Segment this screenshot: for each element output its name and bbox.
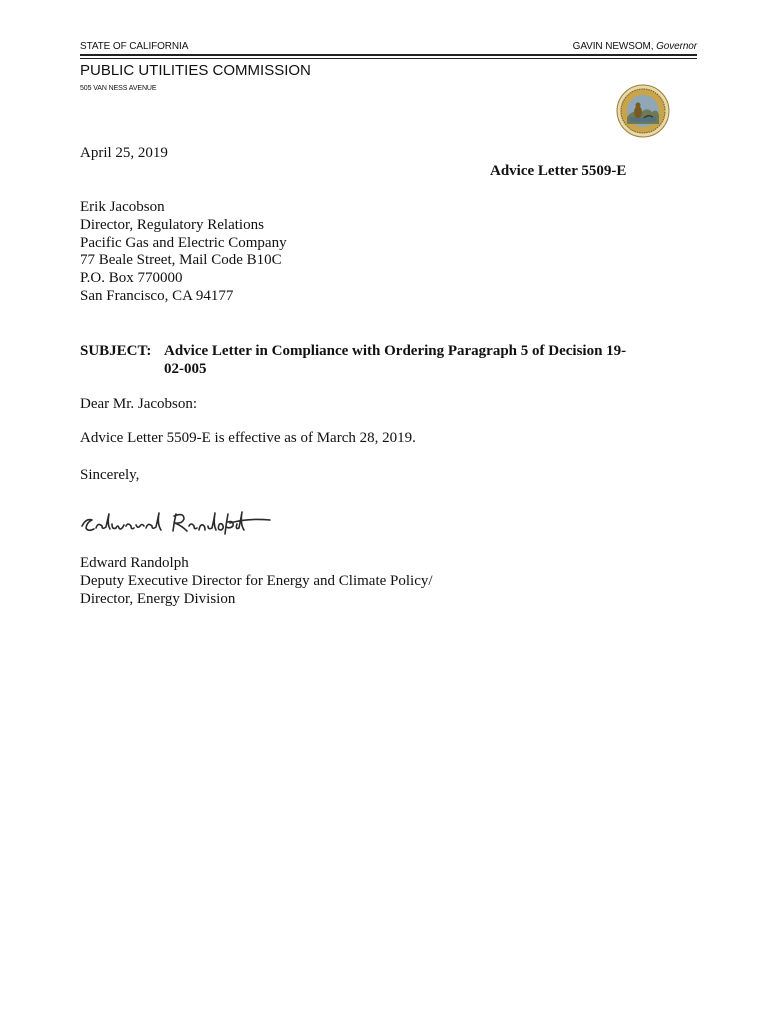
recipient-company: Pacific Gas and Electric Company xyxy=(80,234,287,251)
signer-title-line-1: Deputy Executive Director for Energy and Climate Policy/ xyxy=(80,572,433,589)
signer-name: Edward Randolph xyxy=(80,555,189,571)
recipient-city: San Francisco, CA 94177 xyxy=(80,287,234,304)
salutation: Dear Mr. Jacobson: xyxy=(80,396,198,412)
commission-name: PUBLIC UTILITIES COMMISSION xyxy=(80,62,311,79)
subject-label: SUBJECT: xyxy=(80,343,152,359)
governor-name: GAVIN NEWSOM, xyxy=(572,41,654,52)
governor-line xyxy=(573,41,697,52)
closing: Sincerely, xyxy=(80,467,140,483)
recipient-address-block xyxy=(80,199,287,306)
body-paragraph: Advice Letter 5509-E is effective as of March 28, 2019. xyxy=(80,430,416,446)
commission-address: 505 VAN NESS AVENUE xyxy=(80,85,157,92)
letterhead-rule-thick xyxy=(80,54,697,56)
governor-title: Governor xyxy=(656,41,697,52)
recipient-po-box: P.O. Box 770000 xyxy=(80,270,183,287)
recipient-name: Erik Jacobson xyxy=(80,199,165,215)
handwritten-signature xyxy=(78,504,274,540)
advice-letter-reference: Advice Letter 5509-E xyxy=(490,163,627,179)
signer-title-line-2: Director, Energy Division xyxy=(80,590,236,607)
state-of-california-label: STATE OF CALIFORNIA xyxy=(80,41,189,52)
letterhead-rule-thin xyxy=(80,58,697,59)
recipient-title: Director, Regulatory Relations xyxy=(80,216,264,233)
recipient-street: 77 Beale Street, Mail Code B10C xyxy=(80,252,282,269)
subject-text: Advice Letter in Compliance with Ordering Paragraph 5 of Decision 19-02-005 xyxy=(164,343,627,377)
letter-date: April 25, 2019 xyxy=(80,145,168,161)
signer-block xyxy=(80,555,433,608)
california-state-seal-icon xyxy=(616,84,670,138)
